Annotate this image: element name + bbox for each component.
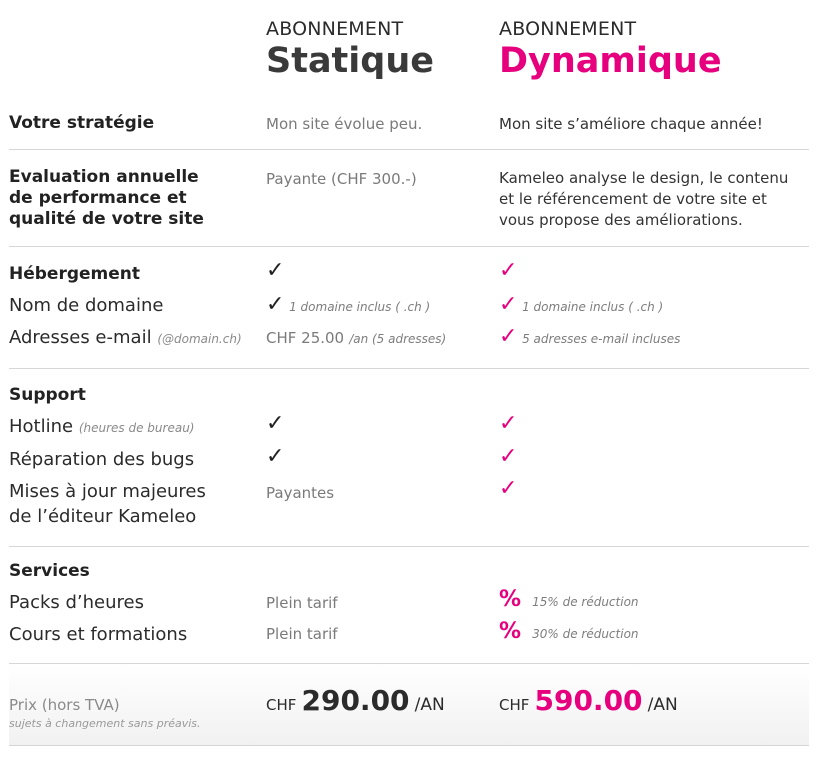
plan-dynamic-header [499, 18, 722, 79]
evaluation-label [9, 167, 204, 230]
services-heading: Services [9, 561, 90, 581]
check-icon: ✓ [499, 324, 518, 349]
evaluation-label-line: qualité de votre site [9, 209, 204, 229]
email-dynamic [499, 326, 680, 348]
plan-static-name: Statique [266, 41, 434, 81]
check-icon: ✓ [499, 258, 518, 283]
updates-static: Payantes [266, 484, 335, 502]
price-dynamic-currency: CHF [499, 696, 530, 714]
email-label-text: Adresses e-mail [9, 327, 152, 348]
price-dynamic [499, 684, 678, 717]
evaluation-dynamic-line: vous propose des améliorations. [499, 211, 743, 229]
check-icon: ✓ [499, 411, 518, 436]
plan-dynamic-name: Dynamique [499, 41, 722, 81]
updates-label-line: Mises à jour majeures [9, 481, 206, 502]
hotline-hint: (heures de bureau) [78, 421, 195, 435]
divider [9, 368, 809, 369]
price-dynamic-amount: 590.00 [534, 684, 643, 717]
divider [9, 246, 809, 247]
evaluation-dynamic [499, 168, 788, 231]
updates-label [9, 479, 206, 529]
hotline-label-text: Hotline [9, 416, 74, 437]
strategy-label: Votre stratégie [9, 113, 155, 133]
domain-dynamic-text: 1 domaine inclus ( .ch ) [522, 300, 664, 314]
check-icon: ✓ [266, 258, 285, 283]
check-icon: ✓ [266, 444, 285, 469]
email-label [9, 325, 242, 352]
plan-static-kicker: ABONNEMENT [266, 18, 404, 40]
packs-static: Plein tarif [266, 594, 338, 612]
email-hint: (@domain.ch) [157, 332, 242, 346]
hotline-label [9, 414, 194, 441]
packs-dynamic-text: 15% de réduction [532, 595, 639, 609]
domain-label: Nom de domaine [9, 295, 164, 316]
divider [9, 149, 809, 150]
hosting-heading: Hébergement [9, 264, 141, 284]
courses-static: Plein tarif [266, 625, 338, 643]
evaluation-label-line: Evaluation annuelle [9, 167, 199, 187]
price-static-unit: /AN [414, 695, 445, 715]
plan-static-header [266, 18, 434, 79]
evaluation-dynamic-line: et le référencement de votre site et [499, 190, 767, 208]
price-label-block [9, 696, 201, 730]
email-static-price: CHF 25.00 [266, 329, 345, 347]
domain-static [266, 294, 430, 316]
price-static-amount: 290.00 [301, 684, 410, 717]
price-label: Prix (hors TVA) [9, 696, 120, 714]
domain-dynamic [499, 294, 663, 316]
divider [9, 546, 809, 547]
price-sub: sujets à changement sans préavis. [9, 717, 201, 730]
courses-dynamic [499, 619, 639, 644]
email-static-note: /an (5 adresses) [349, 332, 447, 346]
check-icon: ✓ [266, 292, 285, 317]
check-icon: ✓ [499, 444, 518, 469]
plan-dynamic-kicker: ABONNEMENT [499, 18, 637, 40]
price-static-currency: CHF [266, 696, 297, 714]
email-static [266, 328, 446, 348]
updates-label-line: de l’éditeur Kameleo [9, 506, 197, 527]
check-icon: ✓ [499, 292, 518, 317]
strategy-static: Mon site évolue peu. [266, 115, 423, 133]
price-static [266, 684, 445, 717]
check-icon: ✓ [499, 476, 518, 501]
packs-dynamic [499, 587, 639, 612]
courses-label: Cours et formations [9, 624, 188, 645]
evaluation-static: Payante (CHF 300.-) [266, 170, 417, 188]
evaluation-label-line: de performance et [9, 188, 187, 208]
price-dynamic-unit: /AN [647, 695, 678, 715]
support-heading: Support [9, 385, 86, 405]
check-icon: ✓ [266, 411, 285, 436]
bugs-label: Réparation des bugs [9, 449, 195, 470]
email-dynamic-text: 5 adresses e-mail incluses [522, 332, 681, 346]
strategy-dynamic: Mon site s’améliore chaque année! [499, 115, 763, 133]
percent-icon: % [499, 587, 522, 612]
percent-icon: % [499, 619, 522, 644]
packs-label: Packs d’heures [9, 592, 144, 613]
domain-static-text: 1 domaine inclus ( .ch ) [289, 300, 431, 314]
evaluation-dynamic-line: Kameleo analyse le design, le contenu [499, 169, 789, 187]
courses-dynamic-text: 30% de réduction [532, 627, 639, 641]
